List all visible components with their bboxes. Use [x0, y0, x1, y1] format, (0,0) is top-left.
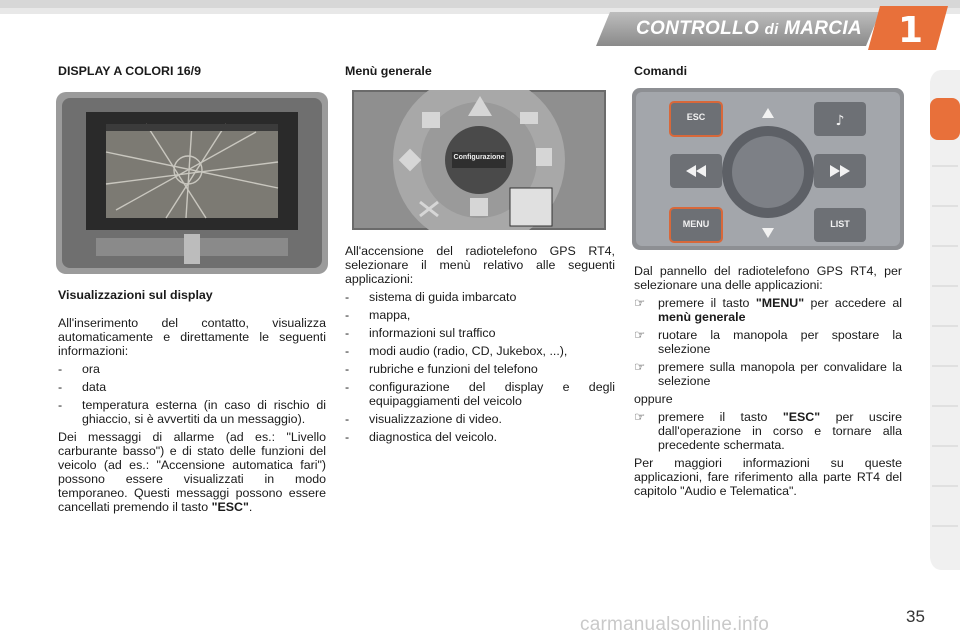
menu-generale-heading: Menù generale [345, 64, 432, 78]
oppure-text: oppure [634, 392, 673, 406]
active-tab [930, 98, 960, 140]
menu-button-label: MENU [682, 219, 710, 229]
list-item: - mappa, [345, 308, 411, 322]
list-item: ☞ ruotare la manopola per spostare la selezione [634, 328, 902, 356]
col3-intro: Dal pannello del radiotelefono GPS RT4, per selezionare una delle applicazioni: [634, 264, 902, 292]
list-item: - visualizzazione di video. [345, 412, 502, 426]
col3-body [634, 264, 902, 498]
title-part-end: MARCIA [778, 18, 862, 39]
configurazione-label: Configurazione [453, 154, 505, 161]
col2-body [345, 244, 615, 444]
col2-list [345, 290, 615, 444]
chapter-tabs [926, 70, 960, 570]
chapter-number: 1 [898, 10, 924, 51]
title-part-di: di [764, 21, 779, 38]
list-item: - data [58, 380, 107, 394]
col1-para: Dei messaggi di allarme (ad es.: "Livello carburante basso") e di stato delle funzioni del veicolo (ad es.: "Accensione automatica fari") possono essere visualizzati in modo temporaneo. Questi messaggi possono essere cancellati premendo il tasto "ESC". [58, 430, 326, 514]
col1-intro: All'inserimento del contatto, visualizza automaticamente e direttamente le seguenti informazioni: [58, 316, 326, 358]
list-item: - sistema di guida imbarcato [345, 290, 517, 304]
chapter-title [636, 18, 862, 40]
list-button-label: LIST [830, 219, 850, 229]
pointing-hand-icon: ☞ [634, 410, 646, 424]
comandi-heading: Comandi [634, 64, 688, 78]
page-header [0, 0, 960, 58]
list-item: - ora [58, 362, 100, 376]
controls-photo [632, 88, 904, 250]
list-item: - rubriche e funzioni del telefono [345, 362, 538, 376]
list-item: - diagnostica del veicolo. [345, 430, 498, 444]
col2-intro: All'accensione del radiotelefono GPS RT4, selezionare il menù relativo alle seguenti applicazioni: [345, 244, 615, 286]
display-heading: DISPLAY A COLORI 16/9 [58, 64, 201, 78]
list-item: ☞ premere il tasto "ESC" per uscire dall'operazione in corso e tornare alla precedente schermata. [634, 410, 902, 452]
esc-button-label: ESC [686, 112, 706, 122]
pointing-hand-icon: ☞ [634, 328, 646, 342]
list-item: ☞ premere il tasto "MENU" per accedere al menù generale [634, 296, 902, 324]
music-note-icon: ♪ [835, 113, 845, 129]
col1-body [58, 316, 326, 514]
list-item: - informazioni sul traffico [345, 326, 496, 340]
visualizzazioni-heading: Visualizzazioni sul display [58, 288, 213, 302]
col3-list-2 [634, 410, 902, 452]
watermark: carmanualsonline.info [580, 614, 770, 635]
display-photo [56, 92, 328, 274]
menu-photo [352, 90, 606, 230]
page-number: 35 [906, 607, 925, 626]
list-item: - configurazione del display e degli equipaggiamenti del veicolo [345, 380, 615, 408]
col3-closing: Per maggiori informazioni su queste applicazioni, fare riferimento alla parte RT4 del capitolo "Audio e Telematica". [634, 456, 902, 498]
pointing-hand-icon: ☞ [634, 360, 646, 374]
pointing-hand-icon: ☞ [634, 296, 646, 310]
list-item: ☞ premere sulla manopola per convalidare la selezione [634, 360, 902, 388]
col3-list [634, 296, 902, 388]
list-item: - temperatura esterna (in caso di rischio di ghiaccio, si è avvertiti da un messaggio). [58, 398, 326, 426]
list-item: - modi audio (radio, CD, Jukebox, ...), [345, 344, 568, 358]
title-part: CONTROLLO [636, 18, 765, 39]
col1-list [58, 362, 326, 426]
